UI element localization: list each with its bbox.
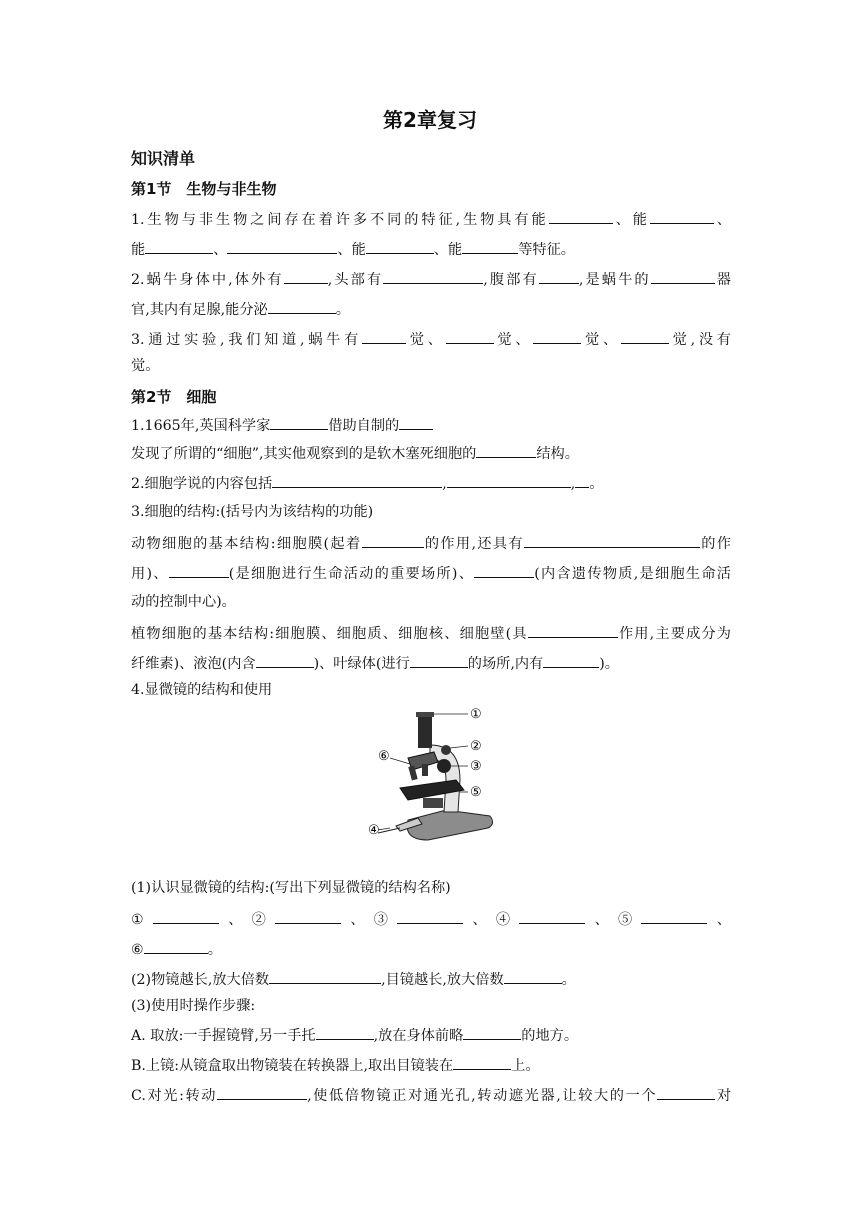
sec2-l6: 用)、 (是细胞进行生命活动的重要场所)、 (内含遗传物质,是细胞生命活 xyxy=(131,562,731,584)
sec2-heading: 第2节 细胞 xyxy=(131,388,217,406)
sec1-q1-line2: 能 、 、能 、能 等特征。 xyxy=(131,238,731,260)
micro-q3: (3)使用时操作步骤: xyxy=(131,998,256,1014)
micro-q1: (1)认识显微镜的结构:(写出下列显微镜的结构名称) xyxy=(131,880,451,896)
sec2-l8: 植物细胞的基本结构:细胞膜、细胞质、细胞核、细胞壁(具 作用,主要成分为 xyxy=(131,622,731,644)
sec2-l3: 2.细胞学说的内容包括 , , 。 xyxy=(131,472,731,494)
micro-step-c: C.对光:转动 ,使低倍物镜正对通光孔,转动遮光器,让较大的一个 对 xyxy=(131,1084,731,1106)
sec2-l4: 3.细胞的结构:(括号内为该结构的功能) xyxy=(131,504,374,520)
micro-step-a: A. 取放:一手握镜臂,另一手托 ,放在身体前略 的地方。 xyxy=(131,1024,731,1046)
section-heading: 知识清单 xyxy=(131,149,196,168)
sec1-q3-line1: 3.通过实验,我们知道,蜗牛有 觉、 觉、 觉、 觉,没有 xyxy=(131,328,731,350)
label-5: ⑤ xyxy=(470,785,482,800)
sec1-q1-line1: 1.生物与非生物之间存在着许多不同的特征,生物具有能 、能 、 xyxy=(131,208,731,230)
page-title: 第2章复习 xyxy=(383,108,477,132)
sec1-q2-line1: 2.蜗牛身体中,体外有 ,头部有 ,腹部有 ,是蜗牛的 器 xyxy=(131,268,731,290)
micro-q2: (2)物镜越长,放大倍数 ,目镜越长,放大倍数 。 xyxy=(131,968,731,990)
sec2-l9: 纤维素)、液泡(内含 )、叶绿体(进行 的场所,内有 )。 xyxy=(131,652,731,674)
label-1: ① xyxy=(470,707,482,722)
sec1-q2-line2: 官,其内有足腺,能分泌 。 xyxy=(131,298,731,320)
label-3: ③ xyxy=(470,759,482,774)
sec2-l2: 发现了所谓的“细胞”,其实他观察到的是软木塞死细胞的 结构。 xyxy=(131,442,731,464)
sec2-l7: 动的控制中心)。 xyxy=(131,594,236,610)
label-4: ④ xyxy=(368,823,380,838)
sec1-heading: 第1节 生物与非生物 xyxy=(131,180,277,198)
sec1-q3-line2: 觉。 xyxy=(131,358,160,374)
micro-step-b: B.上镜:从镜盒取出物镜装在转换器上,取出目镜装在 上。 xyxy=(131,1054,731,1076)
sec2-l10: 4.显微镜的结构和使用 xyxy=(131,682,273,698)
micro-q1-blanks: ① 、② 、③ 、④ 、⑤ 、 xyxy=(131,908,731,930)
label-2: ② xyxy=(470,739,482,754)
micro-q1-last: ⑥ 。 xyxy=(131,938,731,960)
label-6: ⑥ xyxy=(378,749,390,764)
sec2-l5: 动物细胞的基本结构:细胞膜(起着 的作用,还具有 的作 xyxy=(131,532,731,554)
sec2-l1: 1.1665年,英国科学家 借助自制的 xyxy=(131,414,731,436)
microscope-figure xyxy=(368,700,498,850)
